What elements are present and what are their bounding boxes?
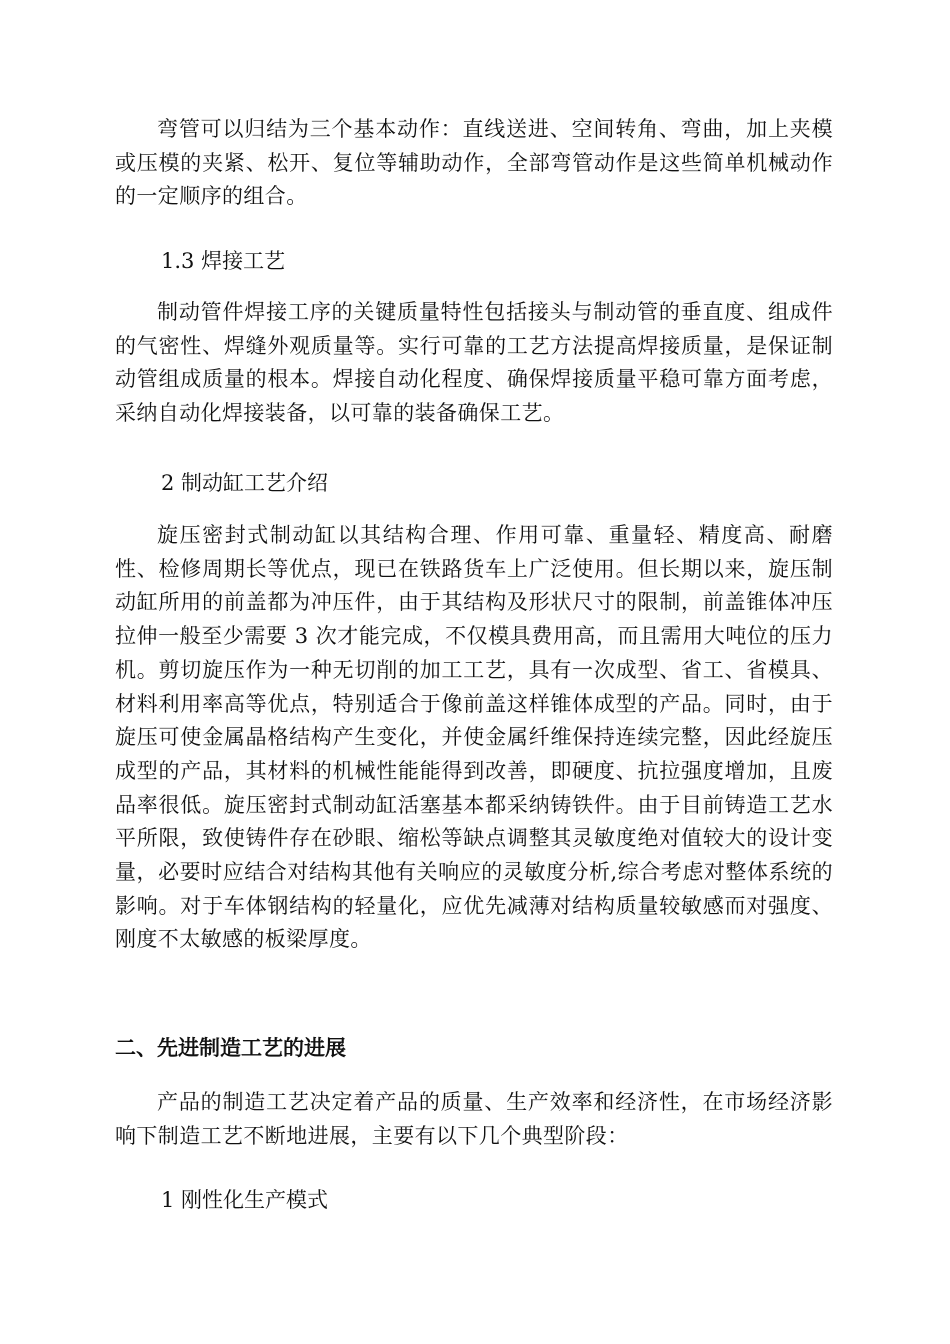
paragraph-pipe-bending: 弯管可以归结为三个基本动作：直线送进、空间转角、弯曲，加上夹模或压模的夹紧、松开、复位等辅助动作，全部弯管动作是这些简单机械动作的一定顺序的组合。 xyxy=(115,117,833,209)
paragraph-welding: 制动管件焊接工序的关键质量特性包括接头与制动管的垂直度、组成件的气密性、焊缝外观质量等。实行可靠的工艺方法提高焊接质量，是保证制动管组成质量的根本。焊接自动化程度、确保焊接质量平稳可靠方面考虑，采纳自动化焊接装备，以可靠的装备确保工艺。 xyxy=(115,300,833,426)
paragraph-brake-cylinder: 旋压密封式制动缸以其结构合理、作用可靠、重量轻、精度高、耐磨性、检修周期长等优点，现已在铁路货车上广泛使用。但长期以来，旋压制动缸所用的前盖都为冲压件，由于其结构及形状尺寸的限制，前盖锥体冲压拉伸一般至少需要 3 次才能完成，不仅模具费用高，而且需用大吨位的压力机。剪切旋压作为一种无切削的加工工艺，具有一次成型、省工、省模具、材料利用率高等优点，特别适合于像前盖这样锥体成型的产品。同时，由于旋压可使金属晶格结构产生变化，并使金属纤维保持连续完整，因此经旋压成型的产品，其材料的机械性能能得到改善，即硬度、抗拉强度增加，且废品率很低。旋压密封式制动缸活塞基本都采纳铸铁件。由于目前铸造工艺水平所限，致使铸件存在砂眼、缩松等缺点调整其灵敏度绝对值较大的设计变量，必要时应结合对结构其他有关响应的灵敏度分析,综合考虑对整体系统的影响。对于车体钢结构的轻量化，应优先减薄对结构质量较敏感而对强度、刚度不太敏感的板梁厚度。 xyxy=(115,523,833,952)
paragraph-manufacturing-stages: 产品的制造工艺决定着产品的质量、生产效率和经济性，在市场经济影响下制造工艺不断地进展，主要有以下几个典型阶段： xyxy=(115,1090,833,1148)
section-title-advanced-manufacturing: 二、先进制造工艺的进展 xyxy=(115,1036,346,1060)
heading-brake-cylinder: 2 制动缸工艺介绍 xyxy=(161,471,329,495)
heading-welding-process: 1.3 焊接工艺 xyxy=(161,249,286,273)
heading-rigid-production: 1 刚性化生产模式 xyxy=(161,1188,329,1212)
